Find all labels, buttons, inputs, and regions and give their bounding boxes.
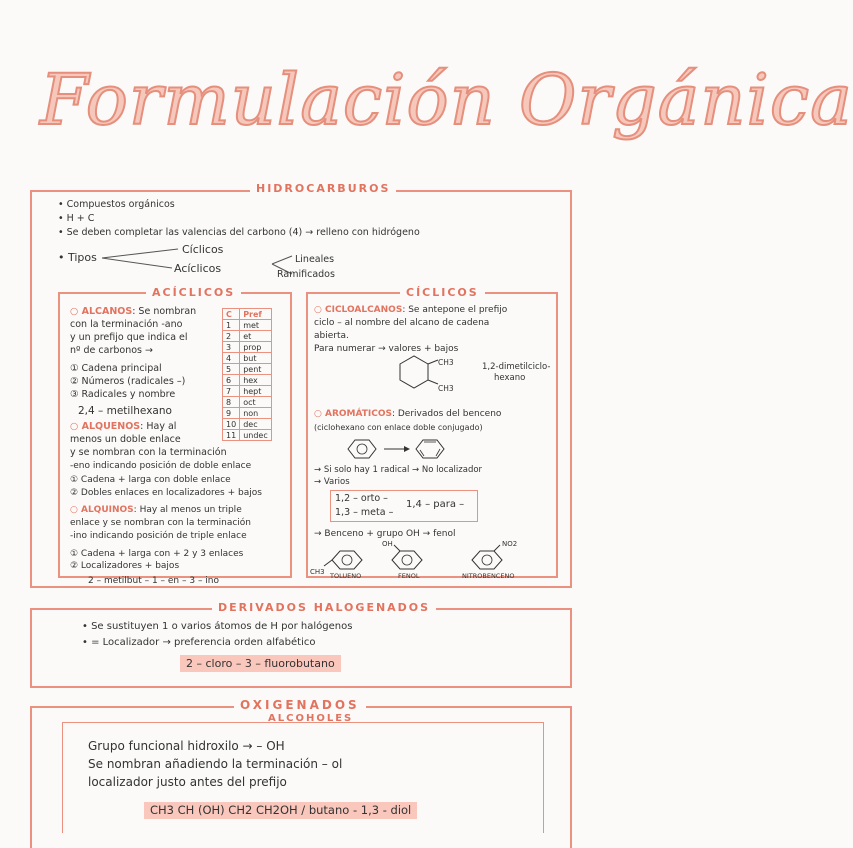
derivados-title: DERIVADOS HALOGENADOS xyxy=(212,601,436,614)
alquenos-text xyxy=(70,420,285,473)
aromaticos-rule-1: → Si solo hay 1 radical → No localizador xyxy=(314,465,483,475)
alcanos-line-3: y un prefijo que indica el xyxy=(70,332,188,343)
prefix-table-cell: 2 xyxy=(223,331,240,342)
prefix-table-cell: prop xyxy=(240,342,272,353)
aromaticos-rules xyxy=(314,464,482,488)
cicloalcanos-line-1: : Se antepone el prefijo xyxy=(402,305,508,315)
prefix-table-cell: 4 xyxy=(223,353,240,364)
prefix-table-cell: et xyxy=(240,331,272,342)
alquinos-example: 2 – metilbut – 1 – en – 3 – ino xyxy=(88,576,220,586)
ch3-label-toluene: CH3 xyxy=(310,568,325,576)
tipo-ciclicos: Cíclicos xyxy=(182,243,224,256)
cicloalcanos-line-3: abierta. xyxy=(314,331,349,341)
prefix-table-cell: 7 xyxy=(223,386,240,397)
hidrocarburos-bullet-3: • Se deben completar las valencias del carbono (4) → relleno con hidrógeno xyxy=(58,227,420,238)
derivados-example: 2 – cloro – 3 – fluorobutano xyxy=(180,655,341,672)
alcoholes-line-1: Grupo funcional hidroxilo → – OH xyxy=(88,739,285,753)
alcanos-rule-3: ③ Radicales y nombre xyxy=(70,389,176,400)
aromaticos-text xyxy=(314,408,552,435)
prefix-table-row xyxy=(223,353,272,364)
alcanos-rule-1: ① Cadena principal xyxy=(70,363,162,374)
alquinos-text xyxy=(70,504,285,543)
prefix-table-cell: 5 xyxy=(223,364,240,375)
alquenos-rule-1: ① Cadena + larga con doble enlace xyxy=(70,475,231,485)
hidrocarburos-title: HIDROCARBUROS xyxy=(250,182,396,195)
alcanos-rule-2: ② Números (radicales –) xyxy=(70,376,186,387)
prefix-table-row xyxy=(223,386,272,397)
alcoholes-line-2: Se nombran añadiendo la terminación – ol xyxy=(88,757,343,771)
alcoholes-title: ALCOHOLES xyxy=(262,713,359,724)
benzene-resonance xyxy=(340,436,450,462)
alquinos-line-2: enlace y se nombran con la terminación xyxy=(70,518,251,528)
cicloalcanos-heading: ○ CICLOALCANOS xyxy=(314,305,403,315)
aromaticos-line-1: : Derivados del benceno xyxy=(391,409,502,419)
cicloalcanos-rule: Para numerar → valores + bajos xyxy=(314,344,459,354)
prefix-table-cell: 11 xyxy=(223,430,240,441)
prefix-table-cell: 1 xyxy=(223,320,240,331)
alcanos-line-1: : Se nombran xyxy=(132,306,197,317)
prefix-table-row xyxy=(223,331,272,342)
alquinos-line-3: -ino indicando posición de triple enlace xyxy=(70,531,247,541)
prefix-table-cell: oct xyxy=(240,397,272,408)
position-orto: 1,2 – orto – xyxy=(335,493,388,504)
ciclicos-title: CÍCLICOS xyxy=(400,286,485,299)
prefix-table-cell: met xyxy=(240,320,272,331)
aciclico-lineales: Lineales xyxy=(295,254,335,265)
hidrocarburos-bullet-2: • H + C xyxy=(58,213,95,224)
prefix-table-cell: non xyxy=(240,408,272,419)
prefix-table-cell: 9 xyxy=(223,408,240,419)
aromaticos-rule-2: → Varios xyxy=(314,477,350,487)
prefix-table-cell: 10 xyxy=(223,419,240,430)
aciclico-ramificados: Ramificados xyxy=(277,269,335,280)
alcanos-text xyxy=(70,305,220,357)
alquinos-rule-1: ① Cadena + larga con + 2 y 3 enlaces xyxy=(70,549,244,559)
aciclicos-title: ACÍCLICOS xyxy=(146,286,241,299)
oxigenados-title: OXIGENADOS xyxy=(234,698,366,712)
alcanos-example: 2,4 – metilhexano xyxy=(78,405,172,417)
prefix-table-header: C xyxy=(223,309,240,320)
page-title: Formulación Orgánica xyxy=(40,59,853,141)
prefix-table-cell: hex xyxy=(240,375,272,386)
prefix-table-row xyxy=(223,320,272,331)
prefix-table-row xyxy=(223,364,272,375)
label-nitrobenceno: NITROBENCENO xyxy=(462,572,515,580)
prefix-table-row xyxy=(223,408,272,419)
aromaticos-line-2: (ciclohexano con enlace doble conjugado) xyxy=(314,423,483,432)
position-para: 1,4 – para – xyxy=(406,499,465,510)
alquinos-heading: ○ ALQUINOS xyxy=(70,505,134,515)
prefix-table-cell: 6 xyxy=(223,375,240,386)
cicloalcanos-example-2: hexano xyxy=(494,373,526,383)
alcoholes-line-3: localizador justo antes del prefijo xyxy=(88,775,287,789)
prefix-table-row xyxy=(223,397,272,408)
dimethylcyclohexane-structure xyxy=(380,352,470,398)
cicloalcanos-example xyxy=(482,362,550,384)
prefix-table-cell: dec xyxy=(240,419,272,430)
alcanos-rules xyxy=(70,362,185,401)
prefix-table-cell: undec xyxy=(240,430,272,441)
alcanos-heading: ○ ALCANOS xyxy=(70,306,133,317)
prefix-table-cell: 3 xyxy=(223,342,240,353)
hidrocarburos-bullet-1: • Compuestos orgánicos xyxy=(58,199,175,210)
alquenos-line-3: y se nombran con la terminación xyxy=(70,447,227,458)
cicloalcanos-text xyxy=(314,304,552,356)
prefix-table-row xyxy=(223,342,272,353)
prefix-table-cell: pent xyxy=(240,364,272,375)
prefix-table-row xyxy=(223,375,272,386)
fenol-rule: → Benceno + grupo OH → fenol xyxy=(314,529,456,539)
alquenos-heading: ○ ALQUENOS xyxy=(70,421,141,432)
alquinos-rules xyxy=(70,548,243,572)
alquenos-line-1: : Hay al xyxy=(140,421,177,432)
no2-label: NO2 xyxy=(502,540,518,548)
cicloalcanos-line-2: ciclo – al nombre del alcano de cadena xyxy=(314,318,490,328)
ch3-label-1: CH3 xyxy=(438,358,454,367)
position-meta: 1,3 – meta – xyxy=(335,507,394,518)
ch3-label-2: CH3 xyxy=(438,384,454,393)
prefix-table-cell: 8 xyxy=(223,397,240,408)
oh-label-fenol: OH xyxy=(382,540,393,548)
derivados-bullet-2: • = Localizador → preferencia orden alfabético xyxy=(82,637,316,648)
label-fenol: FENOL xyxy=(398,572,420,580)
alquenos-rule-2: ② Dobles enlaces en localizadores + bajos xyxy=(70,488,262,498)
alcoholes-example: CH3 CH (OH) CH2 CH2OH / butano - 1,3 - diol xyxy=(144,802,417,819)
prefix-table-cell: hept xyxy=(240,386,272,397)
tipo-aciclicos: Acíclicos xyxy=(174,262,222,275)
alcanos-line-2: con la terminación -ano xyxy=(70,319,183,330)
alcanos-line-4: nº de carbonos → xyxy=(70,345,153,356)
aromaticos-heading: ○ AROMÁTICOS xyxy=(314,409,392,419)
derivados-bullet-1: • Se sustituyen 1 o varios átomos de H por halógenos xyxy=(82,621,353,632)
alquenos-line-2: menos un doble enlace xyxy=(70,434,181,445)
alquinos-line-1: : Hay al menos un triple xyxy=(133,505,242,515)
cicloalcanos-example-1: 1,2-dimetilciclo- xyxy=(482,362,551,372)
tipos-label: • Tipos xyxy=(58,251,97,264)
alquinos-rule-2: ② Localizadores + bajos xyxy=(70,561,180,571)
alquenos-rules xyxy=(70,474,262,500)
prefix-table-header: Pref xyxy=(240,309,272,320)
alquenos-line-4: -eno indicando posición de doble enlace xyxy=(70,461,252,471)
label-tolueno: TOLUENO xyxy=(330,572,362,580)
prefix-table-cell: but xyxy=(240,353,272,364)
